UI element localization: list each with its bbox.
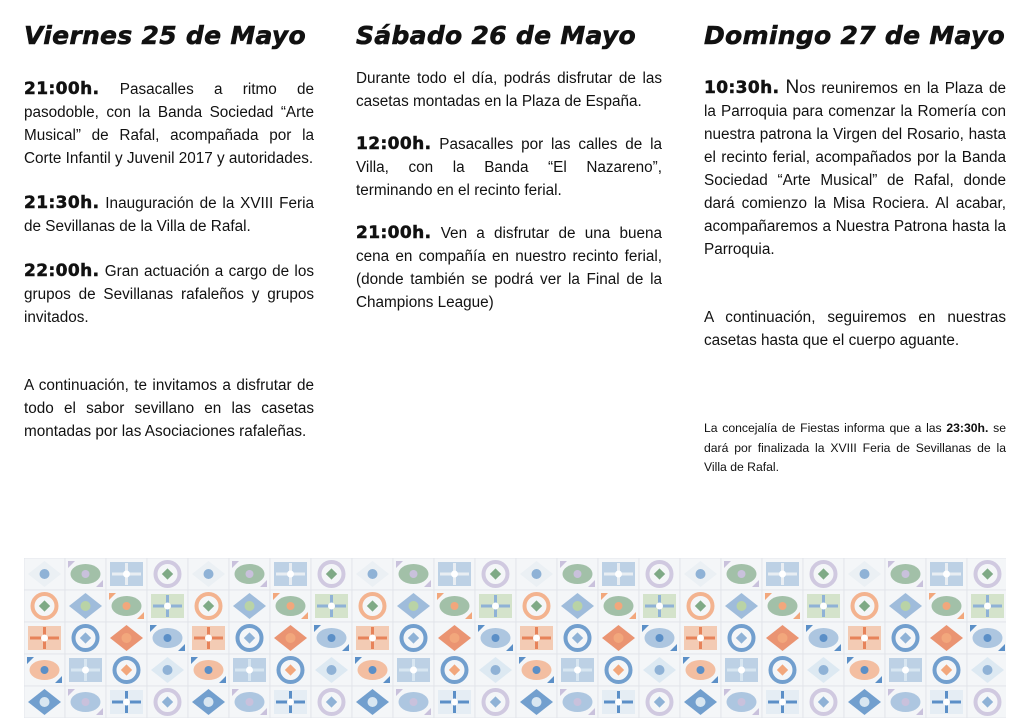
tile: [65, 622, 106, 654]
tile: [393, 590, 434, 622]
tile: [147, 590, 188, 622]
tile: [844, 686, 885, 718]
tile: [926, 686, 967, 718]
tile: [65, 590, 106, 622]
tile: [475, 558, 516, 590]
tile: [147, 558, 188, 590]
tile: [24, 590, 65, 622]
tile: [188, 654, 229, 686]
tile: [147, 654, 188, 686]
tile: [967, 590, 1006, 622]
event-text: Ven a disfrutar de una buena cena en compañía en nuestro recinto ferial, (donde también se podrá ver la Final de la Champions League): [356, 225, 662, 311]
tile: [188, 590, 229, 622]
tile: [721, 558, 762, 590]
tile: [721, 622, 762, 654]
tile: [229, 686, 270, 718]
tile: [393, 558, 434, 590]
closing-notice: [704, 419, 1006, 478]
event-text: Inauguración de la XVIII Feria de Sevillanas de la Villa de Rafal.: [24, 195, 314, 235]
tile: [270, 590, 311, 622]
tile: [311, 686, 352, 718]
tile: [926, 654, 967, 686]
tile: [762, 686, 803, 718]
tile: [762, 622, 803, 654]
saturday-title: Sábado 26 de Mayo: [356, 21, 637, 50]
event-time: 21:00h.: [356, 223, 432, 243]
tile: [270, 654, 311, 686]
event-text: Pasacalles a ritmo de pasodoble, con la Banda Sociedad “Arte Musical” de Rafal, acompañada por la Corte Infantil y Juvenil 2017 y autoridades.: [24, 81, 314, 167]
tile: [639, 654, 680, 686]
tile: [639, 622, 680, 654]
tile: [188, 558, 229, 590]
tile: [557, 654, 598, 686]
tile: [229, 558, 270, 590]
tile: [598, 654, 639, 686]
tile: [188, 622, 229, 654]
tile: [926, 558, 967, 590]
tile: [475, 686, 516, 718]
tile-pattern-image: [24, 558, 1006, 718]
tile: [639, 590, 680, 622]
tile: [803, 622, 844, 654]
tile: [188, 686, 229, 718]
tile: [270, 686, 311, 718]
tile: [311, 654, 352, 686]
tile: [844, 558, 885, 590]
event-text: Gran actuación a cargo de los grupos de Sevillanas rafaleños y grupos invitados.: [24, 263, 314, 326]
tile: [393, 686, 434, 718]
drop-initial: N: [785, 77, 800, 98]
tile: [229, 590, 270, 622]
event-time: 21:30h.: [24, 193, 100, 213]
tile: [844, 590, 885, 622]
tile: [926, 622, 967, 654]
event-time: 12:00h.: [356, 134, 432, 154]
tile: [721, 590, 762, 622]
tile: [598, 590, 639, 622]
tile: [434, 654, 475, 686]
tile: [639, 558, 680, 590]
tile: [147, 686, 188, 718]
friday-event-1: [24, 78, 314, 170]
tile: [639, 686, 680, 718]
tile: [434, 558, 475, 590]
tile: [311, 622, 352, 654]
tile: [106, 558, 147, 590]
saturday-event-1: [356, 133, 662, 202]
tile: [106, 654, 147, 686]
tile: [557, 686, 598, 718]
tile: [680, 558, 721, 590]
tile: [229, 622, 270, 654]
tile: [721, 654, 762, 686]
saturday-column: [356, 18, 662, 314]
event-time: 10:30h.: [704, 78, 780, 98]
friday-event-2: [24, 192, 314, 238]
tile: [967, 686, 1006, 718]
tile: [885, 622, 926, 654]
tile: [24, 622, 65, 654]
tile: [762, 654, 803, 686]
tile: [352, 558, 393, 590]
tile: [721, 686, 762, 718]
tile: [65, 558, 106, 590]
event-text: os reuniremos en la Plaza de la Parroquia para comenzar la Romería con nuestra patrona la Virgen del Rosario, hasta el recinto ferial, acompañados por la Banda Sociedad “Arte Musical” de Rafal, donde dará comienzo la Misa Rociera. Al acabar, acompañaremos a Nuestra Patrona hasta la Parroquia.: [704, 80, 1006, 258]
tile: [352, 622, 393, 654]
tile: [844, 622, 885, 654]
tile: [516, 686, 557, 718]
tile: [311, 590, 352, 622]
tile: [434, 686, 475, 718]
tile: [967, 622, 1006, 654]
tile: [762, 590, 803, 622]
friday-column: [24, 18, 314, 443]
friday-event-3: [24, 260, 314, 329]
tile: [885, 654, 926, 686]
tile: [803, 654, 844, 686]
tile: [311, 558, 352, 590]
saturday-intro: Durante todo el día, podrás disfrutar de las casetas montadas en la Plaza de España.: [356, 70, 662, 110]
tile: [393, 654, 434, 686]
event-text: Pasacalles por las calles de la Villa, con la Banda “El Nazareno”, terminando en el recinto ferial.: [356, 136, 662, 199]
tile: [24, 654, 65, 686]
sunday-event-1: [704, 76, 1006, 261]
tile: [516, 654, 557, 686]
tile: [844, 654, 885, 686]
tile: [516, 622, 557, 654]
tile: [680, 590, 721, 622]
sunday-closing: A continuación, seguiremos en nuestras casetas hasta que el cuerpo aguante.: [704, 309, 1006, 349]
tile: [352, 654, 393, 686]
tile: [926, 590, 967, 622]
tile: [434, 590, 475, 622]
sunday-column: [704, 18, 1006, 478]
tile: [803, 590, 844, 622]
tile: [270, 622, 311, 654]
tile: [680, 654, 721, 686]
tile: [229, 654, 270, 686]
tile: [967, 558, 1006, 590]
notice-text-after: se dará por finalizada la XVIII Feria de Sevillanas de la Villa de Rafal.: [704, 421, 1006, 474]
tile: [885, 590, 926, 622]
saturday-event-2: [356, 222, 662, 314]
tile: [557, 590, 598, 622]
friday-closing: A continuación, te invitamos a disfrutar de todo el sabor sevillano en las casetas montadas por las Asociaciones rafaleñas.: [24, 377, 314, 440]
tile: [557, 622, 598, 654]
tile: [65, 686, 106, 718]
tile: [270, 558, 311, 590]
tile: [680, 622, 721, 654]
tile: [393, 622, 434, 654]
tile: [762, 558, 803, 590]
tile: [352, 590, 393, 622]
tile: [434, 622, 475, 654]
tile: [106, 622, 147, 654]
tile: [885, 686, 926, 718]
tile: [803, 558, 844, 590]
tile: [598, 686, 639, 718]
tile: [475, 622, 516, 654]
tile: [516, 590, 557, 622]
tile: [106, 686, 147, 718]
friday-title: Viernes 25 de Mayo: [24, 21, 306, 50]
tile: [475, 654, 516, 686]
tile: [557, 558, 598, 590]
tile: [65, 654, 106, 686]
tile: [24, 558, 65, 590]
tile: [516, 558, 557, 590]
tile: [24, 686, 65, 718]
tile: [106, 590, 147, 622]
tile: [147, 622, 188, 654]
tile: [803, 686, 844, 718]
event-time: 22:00h.: [24, 261, 100, 281]
tile: [352, 686, 393, 718]
tile: [598, 558, 639, 590]
tile: [680, 686, 721, 718]
tile: [598, 622, 639, 654]
notice-text-before: La concejalía de Fiestas informa que a las: [704, 421, 947, 435]
tile: [475, 590, 516, 622]
sunday-title: Domingo 27 de Mayo: [704, 21, 1006, 50]
notice-time: 23:30h.: [946, 421, 989, 435]
tile: [885, 558, 926, 590]
azulejo-tile-band: [24, 558, 1006, 718]
tile: [967, 654, 1006, 686]
event-time: 21:00h.: [24, 79, 100, 99]
